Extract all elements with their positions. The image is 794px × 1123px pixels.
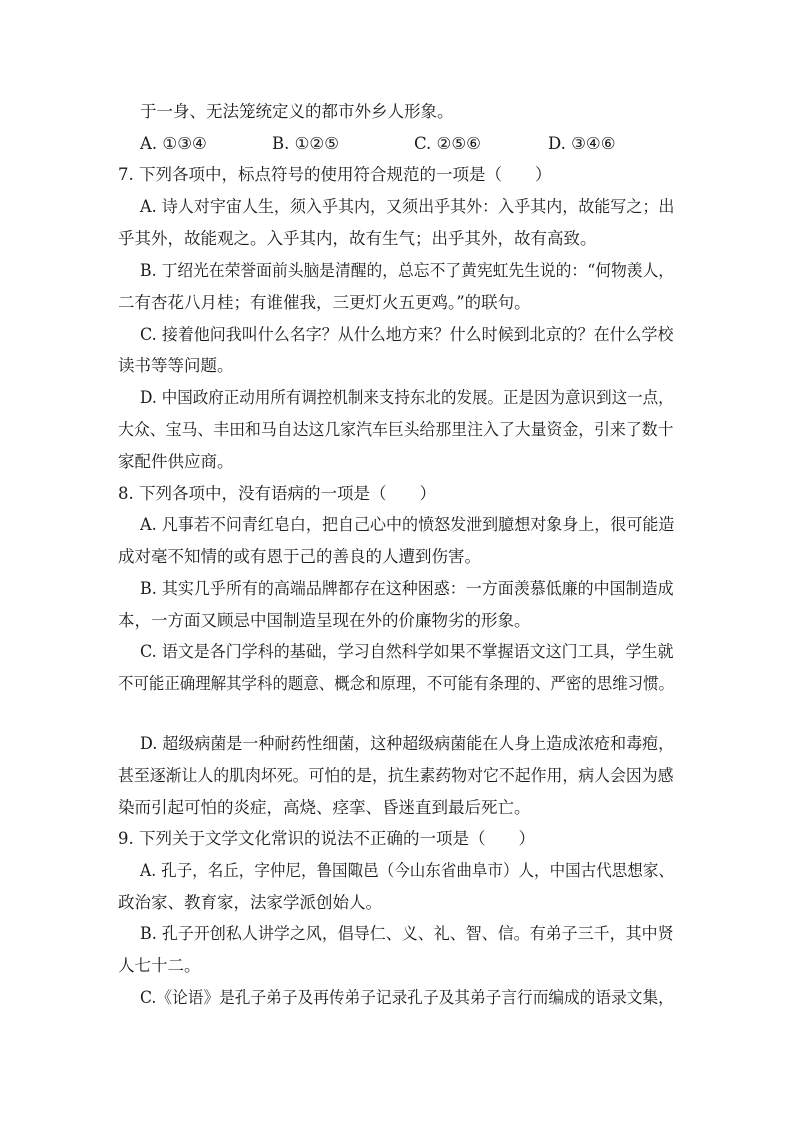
q8-option-a: A. 凡事若不问青红皂白，把自己心中的愤怒发泄到臆想对象身上，很可能造 (140, 515, 675, 534)
text-line: 政治家、教育家，法家学派创始人。 (118, 893, 382, 912)
text-line: 甚至逐渐让人的肌肉坏死。可怕的是，抗生素药物对它不起作用，病人会因为感 (118, 766, 674, 785)
q9-option-b: B. 孔子开创私人讲学之风，倡导仁、义、礼、智、信。有弟子三千，其中贤 (140, 924, 674, 943)
text-line: 大众、宝马、丰田和马自达这几家汽车巨头给那里注入了大量资金，引来了数十 (118, 420, 674, 439)
text-line: 人七十二。 (118, 956, 201, 975)
q9-option-a: A. 孔子，名丘，字仲尼，鲁国陬邑（今山东省曲阜市）人，中国古代思想家、 (140, 861, 674, 880)
text-line: 乎其外，故能观之。入乎其内，故有生气；出乎其外，故有高致。 (118, 229, 597, 248)
q8-option-b: B. 其实几乎所有的高端品牌都存在这种困惑：一方面羡慕低廉的中国制造成 (140, 579, 674, 598)
question-8: 8. 下列各项中，没有语病的一项是（ ） (118, 484, 436, 503)
text-line: 不可能正确理解其学科的题意、概念和原理，不可能有条理的、严密的思维习惯。 (118, 674, 674, 693)
question-7: 7. 下列各项中，标点符号的使用符合规范的一项是（ ） (118, 165, 552, 184)
text-line: 读书等等问题。 (118, 356, 234, 375)
q7-option-c: C. 接着他问我叫什么名字？从什么地方来？什么时候到北京的？在什么学校 (140, 325, 674, 344)
q8-option-d: D. 超级病菌是一种耐药性细菌，这种超级病菌能在人身上造成浓疮和毒疱， (140, 734, 675, 753)
text-line: 本，一方面又顾忌中国制造呈现在外的价廉物劣的形象。 (118, 611, 531, 630)
text-line: 家配件供应商。 (118, 452, 234, 471)
text-line: 二有杏花八月桂；有谁催我，三更灯火五更鸡。”的联句。 (118, 293, 531, 312)
option-c: C. ②⑤⑥ (414, 134, 481, 153)
option-a: A. ①③④ (140, 134, 207, 153)
text-line: 成对毫不知情的或有恩于己的善良的人遭到伤害。 (118, 547, 481, 566)
question-9: 9. 下列关于文学文化常识的说法不正确的一项是（ ） (118, 829, 535, 848)
text-line: 于一身、无法笼统定义的都市外乡人形象。 (140, 102, 454, 121)
q9-option-c: C.《论语》是孔子弟子及再传弟子记录孔子及其弟子言行而编成的语录文集， (140, 988, 674, 1007)
q8-option-c: C. 语文是各门学科的基础，学习自然科学如果不掌握语文这门工具，学生就 (140, 642, 674, 661)
option-d: D. ③④⑥ (548, 134, 616, 153)
q7-option-b: B. 丁绍光在荣誉面前头脑是清醒的，总忘不了黄宪虹先生说的：“何物羡人， (140, 261, 675, 280)
option-b: B. ①②⑤ (272, 134, 339, 153)
q7-option-a: A. 诗人对宇宙人生，须入乎其内，又须出乎其外：入乎其内，故能写之；出 (140, 197, 675, 216)
q7-option-d: D. 中国政府正动用所有调控机制来支持东北的发展。正是因为意识到这一点， (140, 388, 674, 407)
text-line: 染而引起可怕的炎症，高烧、痉挛、昏迷直到最后死亡。 (118, 798, 531, 817)
